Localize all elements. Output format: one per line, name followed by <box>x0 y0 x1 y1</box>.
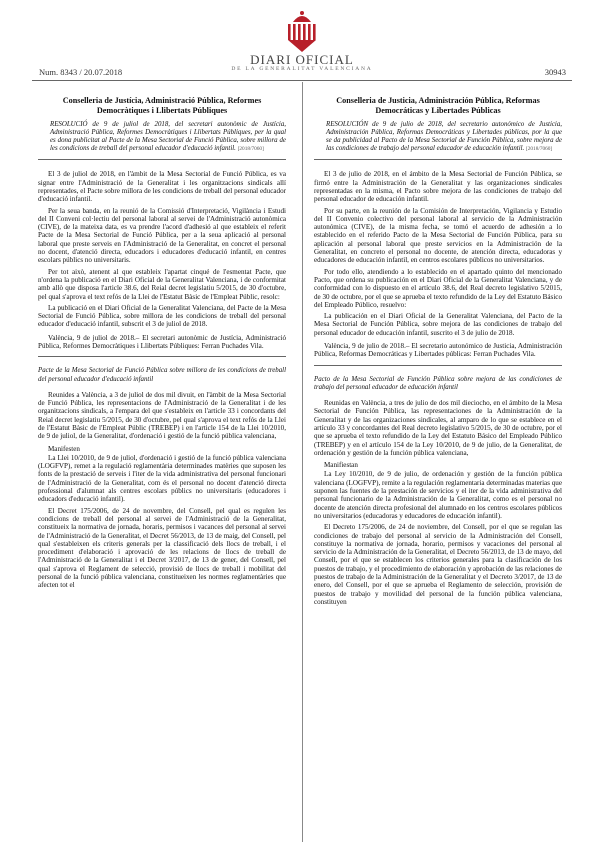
manifest-heading: Manifesten <box>48 444 80 453</box>
resolution-summary-text: RESOLUCIÓ de 9 de juliol de 2018, del secretari autonòmic de Justícia, Administració Pública, Reformes Democràtiques i Llibertats Públiques, per la qual es dona publicitat al Pacte de la Mesa Sectorial de Funció Pública, sobre millora de les condicions de treball del personal educador d'educació infantil. <box>50 120 286 153</box>
header-rule <box>32 80 572 81</box>
journal-subtitle: DE LA GENERALITAT VALENCIANA <box>231 66 373 72</box>
section-rule <box>38 356 286 357</box>
reference-code: [2018/7060] <box>526 146 553 153</box>
generalitat-valenciana-emblem-icon <box>285 10 319 54</box>
resolution-summary <box>38 121 286 154</box>
pact-title: Pacte de la Mesa Sectorial de Funció Pública sobre millora de les condicions de treball del personal educador d'educació infantil <box>38 367 286 383</box>
body-paragraph: La Llei 10/2010, de 9 de juliol, d'ordenació i gestió de la funció pública valenciana (LOGFVP), remet a la regulació reglamentària determinades matèries que suposen les fonts de la prestació de serveis i l'iter de la vida administrativa del personal funcionari de l'Administració de la Generalitat, com és el personal no docent d'atenció directa professional d'alumnat als centres escolars públics no universitaris (educadores i educadors d'educació infantil). <box>38 453 286 504</box>
reference-code: [2018/7060] <box>237 146 264 153</box>
body-paragraph: El Decret 175/2006, de 24 de novembre, del Consell, pel qual es regulen les condicions de treball del personal al servei de l'Administració de la Generalitat, constitueix la normativa de jornada, horaris, permisos i vacances del personal al servei de l'Administració de la Generalitat, el Decret 56/2013, de 13 de maig, del Consell, pel qual s'estableixen els criteris generals per la classificació dels llocs de treball, i el procediment d'elaboració i aprovació de les relacions de llocs de treball de l'Administració de la Generalitat i el Decret 3/2017, de 13 de gener, del Consell, pel qual s'aprova el Reglament de selecció, provisió de llocs de treball i mobilitat del personal de la funció pública valenciana, constitueixen les normes reglamentàries que afecten tot el <box>38 506 286 590</box>
department-heading: Conselleria de Justicia, Administración Pública, Reformas Democráticas y Libertades Públicas <box>336 96 540 115</box>
body-paragraph: Por todo ello, atendiendo a lo establecido en el apartado quinto del mencionado Pacto, que ordena su publicación en el Diari Oficial de la Generalitat Valenciana, y de conformidad con lo dispuesto en el artículo 38.6, del Real decreto legislativo 5/2015, de 30 de octubre, por el que se aprueba el texto refundido de la Ley del Estatuto Básico del Empleado Público, resuelvo: <box>314 267 562 309</box>
body-paragraph: Reunidas en València, a tres de julio de dos mil dieciocho, en el ámbito de la Mesa Sectorial de Función Pública, las representaciones de la Administración de la Generalitat y de las organizaciones sindicales, al amparo de lo que se establece en el artículo 33 y concordantes del Real decreto legislativo 5/2015, de 30 de octubre, por el que se aprueba el texto refundido de la Ley del Estatuto Básico del Empleado Público (TREBEP) y en el artículo 154 de la Ley 10/2010, de 9 de julio, de la Generalitat, de ordenación y gestión de la función pública valenciana, <box>314 399 562 457</box>
section-rule <box>38 159 286 160</box>
body-paragraph: La publicación en el Diari Oficial de la Generalitat Valenciana, del Pacto de la Mesa Sectorial de Función Pública, sobre mejora de las condiciones de trabajo del personal educador de educación infantil, suscrito el 3 de julio de 2018. <box>314 312 562 337</box>
section-rule <box>314 159 562 160</box>
journal-title: DIARI OFICIAL <box>250 52 354 67</box>
body-paragraph: Per tot això, atenent al que estableix l'apartat cinqué de l'esmentat Pacte, que n'ordena la publicació en el Diari Oficial de la Generalitat Valenciana, i de conformitat amb allò que disposa l'article 38.6, del Reial decret legislatiu 5/2015, de 30 d'octubre, pel qual s'aprova el text refós de la Llei de l'Estatut Bàsic de l'Empleat Públic, resolc: <box>38 267 286 301</box>
section-rule <box>314 365 562 366</box>
body-paragraph: La Ley 10/2010, de 9 de julio, de ordenación y gestión de la función pública valenciana (LOGFVP), remite a la regulación reglamentaria determinadas materias que suponen las fuentes de la prestación de servicios y el iter de la vida administrativa del personal funcionario de la Administración de la Generalitat, como es el personal no docente de atención directa profesional del alumnado en los centros escolares públicos no universitarios (educadoras y educadores de educación infantil). <box>314 470 562 520</box>
issue-number: Num. 8343 / 20.07.2018 <box>39 67 123 77</box>
body-paragraph: La publicació en el Diari Oficial de la Generalitat Valenciana, del Pacte de la Mesa Sectorial de Funció Pública, sobre millora de les condicions de treball del personal educador d'educació infantil, subscrit el 3 de juliol de 2018. <box>38 303 286 329</box>
pact-title: Pacto de la Mesa Sectorial de Función Pública sobre mejora de las condiciones de trabajo del personal educador de educación infantil <box>314 375 562 391</box>
body-paragraph: El 3 de juliol de 2018, en l'àmbit de la Mesa Sectorial de Funció Pública, es va signar entre l'Administració de la Generalitat i les organitzacions sindicals allí representades, el Pacte sobre millora de les condicions de treball del personal educador d'educació infantil. <box>38 170 286 204</box>
resolution-summary-text: RESOLUCIÓN de 9 de julio de 2018, del secretario autonómico de Justicia, Administración Pública, Reformas Democráticas y Libertades públicas, por la que se da publicidad al Pacto de la Mesa Sectorial de Función Pública, sobre mejora de las condiciones de trabajo del personal educador de educación infantil. <box>326 120 562 153</box>
body-paragraph: Per la seua banda, en la reunió de la Comissió d'Interpretació, Vigilància i Estudi del II Conveni col·lectiu del personal laboral al servei de l'Administració autonòmica (CIVE), de la mateixa data, es va prendre l'acord d'adhesió al que estableix el referit Pacte de la Mesa Sectorial de Funció Pública, per a la seua aplicació al personal laboral que preste serveis en l'Administració de la Generalitat, en concret el personal no docent, d'atenció directa, educadors i educadores d'educació infantil, en centres escolars públics no universitaris. <box>38 206 286 265</box>
resolution-summary <box>314 121 562 154</box>
department-heading: Conselleria de Justícia, Administració Pública, Reformes Democràtiques i Llibertats Públiques <box>62 96 262 115</box>
page-number: 30943 <box>544 67 566 77</box>
spanish-column <box>314 96 562 609</box>
signature-line: València, 9 de julio de 2018.– El secretario autonómico de Justicia, Administración Pública, Reformas Democráticas y Libertades públicas: Ferran Puchades Vila. <box>314 342 562 359</box>
valencian-column <box>38 96 286 593</box>
signature-line: València, 9 de juliol de 2018.– El secretari autonòmic de Justícia, Administració Pública, Reformes Democràtiques i Llibertats Públiques: Ferran Puchades Vila. <box>38 333 286 351</box>
column-divider <box>302 82 303 842</box>
body-paragraph: Por su parte, en la reunión de la Comisión de Interpretación, Vigilancia y Estudio del II Convenio colectivo del personal laboral al servicio de la Administración autonómica (CIVE), de la misma fecha, se tomó el acuerdo de adhesión a lo establecido en el referido Pacto de la Mesa Sectorial de Función Pública, para su aplicación al personal laboral que preste servicios en la Administración de la Generalitat, en concreto el personal no docente, de atención directa, educadoras y educadores de educación infantil, en centros escolares públicos no universitarios. <box>314 206 562 265</box>
body-paragraph: El Decreto 175/2006, de 24 de noviembre, del Consell, por el que se regulan las condiciones de trabajo del personal al servicio de la Administración del Consell, constituye la normativa de jornada, horario, permisos y vacaciones del personal al servicio de la Administración de la Generalitat, el Decreto 56/2013, de 13 de mayo, del Consell, por el que se establecen los criterios generales para la clasificación de los puestos de trabajo, y el procedimiento de elaboración y aprobación de las relaciones de puestos de trabajo de la Administración de la Generalitat y el Decreto 3/2017, de 13 de enero, del Consell, por el que se aprueba el Reglamento de selección, provisión de puestos de trabajo y movilidad del personal de la función pública valenciana, constituyen <box>314 523 562 606</box>
manifest-heading: Manifiestan <box>324 461 358 470</box>
masthead <box>0 10 604 72</box>
body-paragraph: Reunides a València, a 3 de juliol de dos mil divuit, en l'àmbit de la Mesa Sectorial de Funció Pública, les representacions de l'Administració de la Generalitat i de les organitzacions sindicals, a l'empara del que s'estableix en l'article 33 i concordants del Reial decret legislatiu 5/2015, de 30 d'octubre, pel qual s'aprova el text refós de la Llei de l'Estatut Bàsic de l'Empleat Públic (TREBEP) i en l'article 154 de la Llei 10/2010, de 9 de juliol, de la Generalitat, d'ordenació i gestió de la funció pública valenciana, <box>38 390 286 441</box>
body-paragraph: El 3 de julio de 2018, en el ámbito de la Mesa Sectorial de Función Pública, se firmó entre la Administración de la Generalitat y las organizaciones sindicales representadas en la misma, el Pacto sobre mejora de las condiciones de trabajo del personal educador de educación infantil. <box>314 170 562 204</box>
